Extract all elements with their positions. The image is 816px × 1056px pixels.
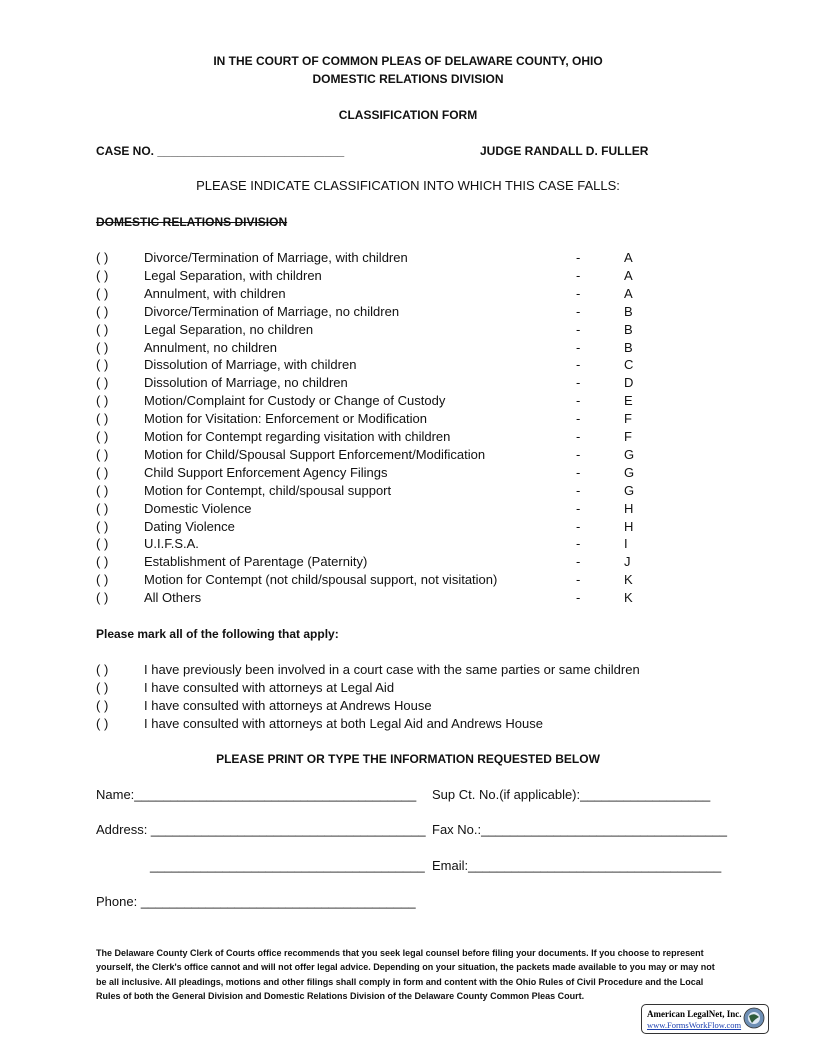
classification-label: Dissolution of Marriage, no children bbox=[144, 375, 348, 391]
apply-label: I have consulted with attorneys at Legal Aid bbox=[144, 679, 395, 695]
judge-name: JUDGE RANDALL D. FULLER bbox=[480, 144, 649, 158]
court-title: IN THE COURT OF COMMON PLEAS OF DELAWARE COUNTY, OHIO bbox=[213, 54, 603, 68]
fax-field[interactable]: Fax No.:__________________________________ bbox=[432, 822, 727, 837]
form-title: CLASSIFICATION FORM bbox=[338, 108, 478, 122]
classification-code: G bbox=[624, 482, 635, 498]
sup-ct-field[interactable]: Sup Ct. No.(if applicable):__________________ bbox=[432, 787, 711, 802]
classification-code: C bbox=[624, 357, 634, 373]
checkbox[interactable]: ( ) bbox=[96, 536, 109, 552]
separator-dash: - bbox=[576, 482, 581, 498]
checkbox[interactable]: ( ) bbox=[96, 715, 109, 731]
classification-label: Annulment, no children bbox=[144, 339, 277, 355]
classification-row bbox=[96, 411, 656, 429]
classification-instruction: PLEASE INDICATE CLASSIFICATION INTO WHICH THIS CASE FALLS: bbox=[196, 178, 620, 193]
classification-row bbox=[96, 286, 656, 304]
separator-dash: - bbox=[576, 303, 581, 319]
division-title: DOMESTIC RELATIONS DIVISION bbox=[312, 72, 504, 86]
separator-dash: - bbox=[576, 464, 581, 480]
classification-row bbox=[96, 483, 656, 501]
checkbox[interactable]: ( ) bbox=[96, 697, 109, 713]
email-field[interactable]: Email:___________________________________ bbox=[432, 858, 722, 873]
classification-code: K bbox=[624, 572, 633, 588]
classification-code: F bbox=[624, 411, 632, 427]
classification-label: Legal Separation, no children bbox=[144, 321, 314, 337]
section-heading: DOMESTIC RELATIONS DIVISION bbox=[96, 215, 288, 229]
checkbox[interactable]: ( ) bbox=[96, 285, 109, 301]
classification-code: I bbox=[624, 536, 628, 552]
separator-dash: - bbox=[576, 393, 581, 409]
classification-code: E bbox=[624, 393, 633, 409]
classification-label: Motion for Contempt (not child/spousal support, not visitation) bbox=[144, 572, 498, 588]
classification-label: Legal Separation, with children bbox=[144, 267, 322, 283]
classification-row bbox=[96, 572, 656, 590]
classification-row bbox=[96, 536, 656, 554]
classification-label: Motion for Contempt regarding visitation with children bbox=[144, 429, 451, 444]
classification-code: B bbox=[624, 321, 633, 337]
classification-row bbox=[96, 250, 656, 268]
checkbox[interactable]: ( ) bbox=[96, 518, 109, 534]
classification-label: Motion/Complaint for Custody or Change of Custody bbox=[144, 393, 446, 409]
checkbox[interactable]: ( ) bbox=[96, 679, 109, 695]
checkbox[interactable]: ( ) bbox=[96, 429, 109, 444]
classification-row bbox=[96, 375, 656, 393]
classification-row bbox=[96, 465, 656, 483]
apply-row bbox=[96, 662, 696, 680]
publisher-logo[interactable] bbox=[641, 1004, 769, 1034]
classification-code: K bbox=[624, 590, 633, 606]
classification-label: Child Support Enforcement Agency Filings bbox=[144, 464, 388, 480]
classification-code: H bbox=[624, 518, 634, 534]
checkbox[interactable]: ( ) bbox=[96, 662, 109, 677]
checkbox[interactable]: ( ) bbox=[96, 411, 109, 427]
publisher-name: American LegalNet, Inc. bbox=[647, 1009, 742, 1019]
address-line-2-field[interactable]: ______________________________________ bbox=[150, 858, 425, 873]
separator-dash: - bbox=[576, 536, 581, 552]
classification-label: Dating Violence bbox=[144, 518, 235, 534]
separator-dash: - bbox=[576, 267, 581, 283]
classification-row bbox=[96, 447, 656, 465]
checkbox[interactable]: ( ) bbox=[96, 250, 109, 265]
classification-code: A bbox=[624, 250, 633, 265]
classification-code: B bbox=[624, 339, 633, 355]
separator-dash: - bbox=[576, 429, 581, 444]
checkbox[interactable]: ( ) bbox=[96, 446, 109, 462]
separator-dash: - bbox=[576, 554, 581, 570]
separator-dash: - bbox=[576, 572, 581, 588]
separator-dash: - bbox=[576, 446, 581, 462]
separator-dash: - bbox=[576, 357, 581, 373]
checkbox[interactable]: ( ) bbox=[96, 303, 109, 319]
classification-code: D bbox=[624, 375, 634, 391]
classification-label: Dissolution of Marriage, with children bbox=[144, 357, 357, 373]
classification-code: J bbox=[624, 554, 631, 570]
classification-code: G bbox=[624, 446, 635, 462]
case-number-field[interactable]: CASE NO. ____________________________ bbox=[96, 144, 345, 158]
classification-row bbox=[96, 304, 656, 322]
checkbox[interactable]: ( ) bbox=[96, 500, 109, 516]
classification-label: Domestic Violence bbox=[144, 500, 252, 516]
classification-code: B bbox=[624, 303, 633, 319]
classification-code: A bbox=[624, 267, 633, 283]
checkbox[interactable]: ( ) bbox=[96, 357, 109, 373]
classification-row bbox=[96, 519, 656, 537]
checkbox[interactable]: ( ) bbox=[96, 590, 109, 606]
classification-row bbox=[96, 322, 656, 340]
checkbox[interactable]: ( ) bbox=[96, 554, 109, 570]
separator-dash: - bbox=[576, 500, 581, 516]
classification-label: Divorce/Termination of Marriage, no children bbox=[144, 303, 400, 319]
globe-icon bbox=[743, 1007, 765, 1029]
apply-label: I have consulted with attorneys at Andrews House bbox=[144, 697, 432, 713]
name-field[interactable]: Name:_______________________________________ bbox=[96, 787, 417, 802]
separator-dash: - bbox=[576, 285, 581, 301]
separator-dash: - bbox=[576, 339, 581, 355]
separator-dash: - bbox=[576, 321, 581, 337]
classification-row bbox=[96, 268, 656, 286]
checkbox[interactable]: ( ) bbox=[96, 375, 109, 391]
classification-label: Motion for Contempt, child/spousal support bbox=[144, 482, 392, 498]
apply-heading: Please mark all of the following that apply: bbox=[96, 627, 339, 641]
phone-field[interactable]: Phone: ______________________________________ bbox=[96, 894, 416, 909]
classification-code: A bbox=[624, 285, 633, 301]
apply-row bbox=[96, 680, 696, 698]
separator-dash: - bbox=[576, 250, 581, 265]
print-heading: PLEASE PRINT OR TYPE THE INFORMATION REQUESTED BELOW bbox=[216, 752, 600, 766]
separator-dash: - bbox=[576, 411, 581, 427]
separator-dash: - bbox=[576, 590, 581, 606]
classification-row bbox=[96, 501, 656, 519]
separator-dash: - bbox=[576, 375, 581, 391]
apply-row bbox=[96, 716, 696, 734]
classification-row bbox=[96, 554, 656, 572]
classification-label: Motion for Visitation: Enforcement or Modification bbox=[144, 411, 428, 427]
publisher-url[interactable]: www.FormsWorkFlow.com bbox=[647, 1020, 742, 1030]
apply-row bbox=[96, 698, 696, 716]
classification-row bbox=[96, 393, 656, 411]
classification-code: G bbox=[624, 464, 635, 480]
classification-row bbox=[96, 340, 656, 358]
legal-disclaimer: The Delaware County Clerk of Courts office recommends that you seek legal counsel before filing your documents. If you choose to represent yourself, the Clerk's office cannot and will not offer legal advice. Depending on your situation, the packets made available to you may or may not be all inclusive. All pleadings, motions and other filings shall comply in form and content with the Ohio Rules of Civil Procedure and the Local Rules of both the General Division and Domestic Relations Division of the Delaware County Common Pleas Court. bbox=[96, 948, 715, 1001]
classification-code: F bbox=[624, 429, 632, 444]
checkbox[interactable]: ( ) bbox=[96, 267, 109, 283]
address-field[interactable]: Address: ______________________________________ bbox=[96, 822, 426, 837]
classification-label: Motion for Child/Spousal Support Enforcement/Modification bbox=[144, 446, 486, 462]
checkbox[interactable]: ( ) bbox=[96, 572, 109, 588]
classification-label: Divorce/Termination of Marriage, with children bbox=[144, 250, 408, 265]
classification-row bbox=[96, 429, 656, 447]
classification-label: U.I.F.S.A. bbox=[144, 536, 199, 552]
apply-label: I have previously been involved in a court case with the same parties or same children bbox=[144, 662, 640, 677]
checkbox[interactable]: ( ) bbox=[96, 393, 109, 409]
checkbox[interactable]: ( ) bbox=[96, 464, 109, 480]
checkbox[interactable]: ( ) bbox=[96, 321, 109, 337]
classification-row bbox=[96, 590, 656, 608]
classification-label: All Others bbox=[144, 590, 202, 606]
classification-label: Establishment of Parentage (Paternity) bbox=[144, 554, 368, 570]
classification-row bbox=[96, 357, 656, 375]
checkbox[interactable]: ( ) bbox=[96, 482, 109, 498]
separator-dash: - bbox=[576, 518, 581, 534]
classification-code: H bbox=[624, 500, 634, 516]
checkbox[interactable]: ( ) bbox=[96, 339, 109, 355]
classification-label: Annulment, with children bbox=[144, 285, 286, 301]
apply-label: I have consulted with attorneys at both Legal Aid and Andrews House bbox=[144, 715, 543, 731]
